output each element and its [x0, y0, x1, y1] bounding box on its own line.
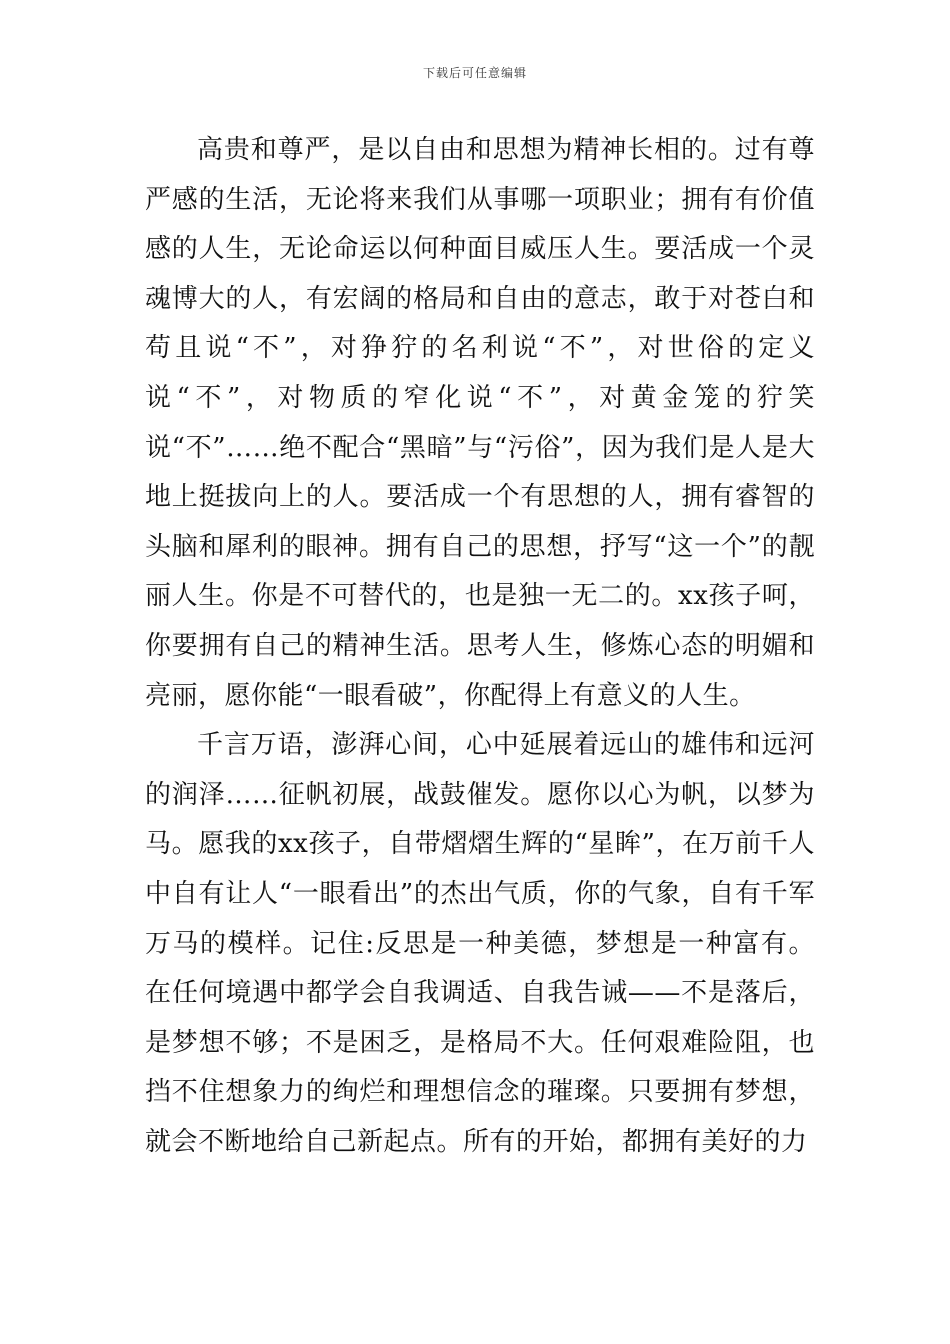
page-header: 下载后可任意编辑 [422, 66, 527, 80]
document-body [145, 126, 815, 1167]
paragraph: 高贵和尊严，是以自由和思想为精神长相的。过有尊严感的生活，无论将来我们从事哪一项职业；拥有有价值感的人生，无论命运以何种面目威压人生。要活成一个灵魂博大的人，有宏阔的格局和自由的意志，敢于对苍白和苟且说“不”，对狰狞的名利说“不”，对世俗的定义说“不”，对物质的窄化说“不”，对黄金笼的狞笑说“不”……绝不配合“黑暗”与“污俗”，因为我们是人是大地上挺拔向上的人。要活成一个有思想的人，拥有睿智的头脑和犀利的眼神。拥有自己的思想，抒写“这一个”的靓丽人生。你是不可替代的，也是独一无二的。xx孩子呵，你要拥有自己的精神生活。思考人生，修炼心态的明媚和亮丽，愿你能“一眼看破”，你配得上有意义的人生。 [145, 135, 815, 711]
paragraph: 千言万语，澎湃心间，心中延展着远山的雄伟和远河的润泽……征帆初展，战鼓催发。愿你以心为帆，以梦为马。愿我的xx孩子，自带熠熠生辉的“星眸”，在万前千人中自有让人“一眼看出”的杰出气质，你的气象，自有千军万马的模样。记住:反思是一种美德，梦想是一种富有。在任何境遇中都学会自我调适、自我告诫——不是落后，是梦想不够；不是困乏，是格局不大。任何艰难险阻，也挡不住想象力的绚烂和理想信念的璀璨。只要拥有梦想，就会不断地给自己新起点。所有的开始，都拥有美好的力 [145, 730, 815, 1157]
